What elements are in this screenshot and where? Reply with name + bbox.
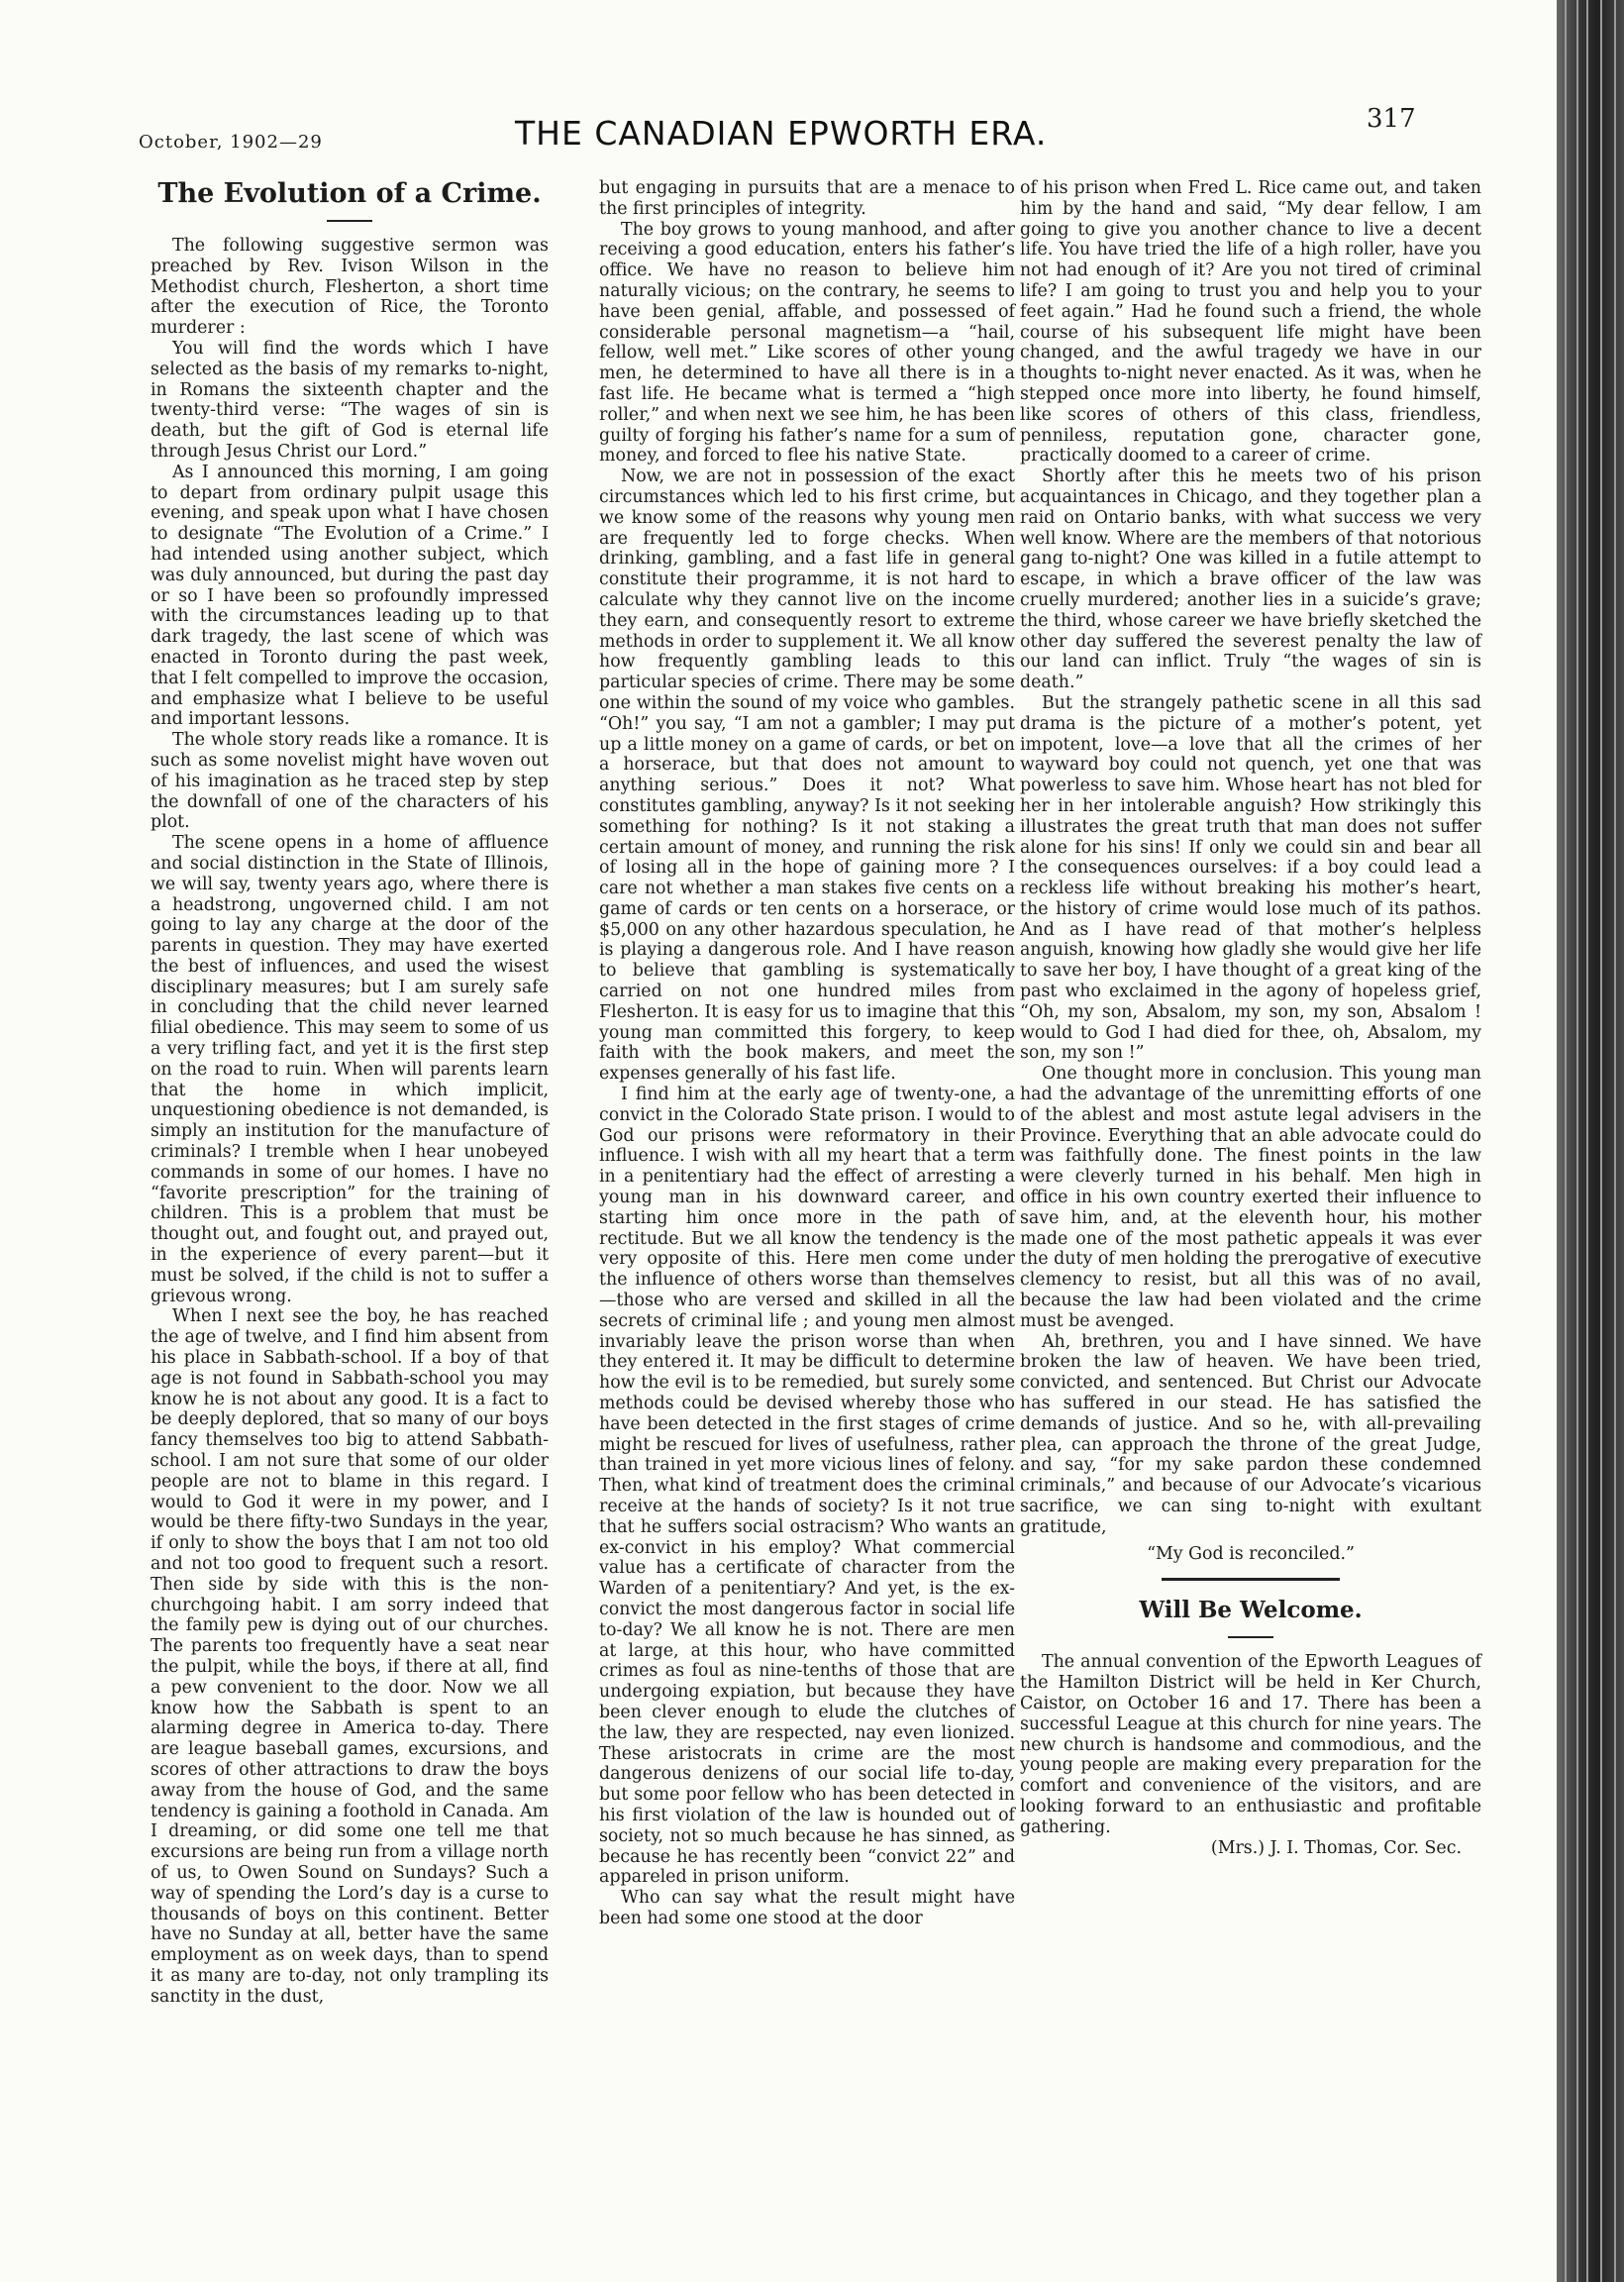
page-number: 317 [1367, 104, 1416, 134]
paragraph: As I announced this morning, I am going to depart from ordinary pulpit usage this evening, and speak upon what I have chosen to designate “The Evolution of a Crime.” I had intended using another subject, which was duly announced, but during the past day or so I have been so profoundly impressed with the circumstances leading up to that dark tragedy, the last scene of which was enacted in Toronto during the past week, that I felt compelled to improve the occasion, and emphasize what I believe to be useful and important lessons. [151, 462, 549, 730]
paragraph: Ah, brethren, you and I have sinned. We have broken the law of heaven. We have been tried, convicted, and sentenced. But Christ our Advocate has suffered in our stead. He has satisfied the demands of justice. And so he, with all-prevailing plea, can approach the throne of the great Judge, and say, “for my sake pardon these condemned criminals,” and because of our Advocate’s vicarious sacrifice, we can sing to-night with exultant gratitude, [1020, 1331, 1481, 1537]
paragraph: Now, we are not in possession of the exact circumstances which led to his first crime, but we know some of the reasons why young men are frequently led to forge checks. When drinking, gambling, and a fast life in general constitute their programme, it is not hard to calculate why they cannot live on the income they earn, and consequently resort to extreme methods in order to supplement it. We all know how frequently gambling leads to this particular species of crime. There may be some one within the sound of my voice who gambles. “Oh!” you say, “I am not a gambler; I may put up a little money on a game of cards, or bet on a horserace, but that does not amount to anything serious.” Does it not? What constitutes gambling, anyway? Is it not seeking something for nothing? Is it not staking a certain amount of money, and running the risk of losing all in the hope of gaining more ? I care not whether a man stakes five cents on a game of cards or ten cents on a horserace, or $5,000 on any other hazardous speculation, he is playing a dangerous role. And I have reason to believe that gambling is systematically carried on not one hundred miles from Flesherton. It is easy for us to imagine that this young man committed this forgery, to keep faith with the book makers, and meet the expenses generally of his fast life. [599, 467, 1015, 1085]
paragraph: The whole story reads like a romance. It is such as some novelist might have woven out of his imagination as he traced step by step the downfall of one of the characters of his plot. [151, 730, 549, 833]
paragraph: The boy grows to young manhood, and after receiving a good education, enters his father’s office. We have no reason to believe him naturally vicious; on the contrary, he seems to have been genial, affable, and possessed of considerable personal magnetism—a “hail, fellow, well met.” Like scores of other young men, he determined to have all there is in a fast life. He became what is termed a “high roller,” and when next we see him, he has been guilty of forging his father’s name for a sum of money, and forced to flee his native State. [599, 219, 1015, 467]
column-1 [151, 178, 549, 2008]
paragraph: The scene opens in a home of affluence and social distinction in the State of Illinois, we will say, twenty years ago, where there is a headstrong, ungoverned child. I am not going to lay any charge at the door of the parents in question. They may have exerted the best of influences, and used the wisest disciplinary measures; but I am surely safe in concluding that the child never learned filial obedience. This may seem to some of us a very trifling fact, and yet it is the first step on the road to ruin. When will parents learn that the home in which implicit, unquestioning obedience is not demanded, is simply an institution for the manufacture of criminals? I tremble when I hear unobeyed commands in some of our homes. I have no “favorite prescription” for the training of children. This is a problem that must be thought out, and fought out, and prayed out, in the experience of every parent—but it must be solved, if the child is not to suffer a grievous wrong. [151, 833, 549, 1306]
article-title: Will Be Welcome. [1139, 1597, 1363, 1624]
column-2 [599, 178, 1015, 1929]
issue-date: October, 1902—29 [139, 132, 323, 153]
paragraph: but engaging in pursuits that are a menace to the first principles of integrity. [599, 178, 1015, 219]
paragraph: You will find the words which I have selected as the basis of my remarks to-night, in Romans the sixteenth chapter and the twenty-third verse: “The wages of sin is death, but the gift of God is eternal life through Jesus Christ our Lord.” [151, 338, 549, 462]
paragraph: One thought more in conclusion. This young man had the advantage of the unremitting efforts of one of the ablest and most astute legal advisers in the Province. Everything that an able advocate could do was faithfully done. The finest points in the law were cleverly turned in his behalf. Men high in office in his own country exerted their influence to save him, and, at the eleventh hour, his mother made one of the most pathetic appeals it was ever the duty of men holding the prerogative of executive clemency to resist, but all this was of no avail, because the law had been violated and the crime must be avenged. [1020, 1064, 1481, 1331]
column-3 [1020, 178, 1481, 1858]
closing-line: “My God is reconciled.” [1147, 1543, 1355, 1564]
article-intro: The following suggestive sermon was preached by Rev. Ivison Wilson in the Methodist church, Flesherton, a short time after the execution of Rice, the Toronto murderer : [151, 236, 549, 339]
title-divider [1228, 1636, 1273, 1638]
paragraph: The annual convention of the Epworth Leagues of the Hamilton District will be held in Ker Church, Caistor, on October 16 and 17. There has been a successful League at this church for nine years. The new church is handsome and commodious, and the young people are making every preparation for the comfort and convenience of the visitors, and are looking forward to an enthusiastic and profitable gathering. [1020, 1652, 1481, 1837]
paragraph: of his prison when Fred L. Rice came out, and taken him by the hand and said, “My dear fellow, I am going to give you another chance to live a decent life. You have tried the life of a high roller, have you not had enough of it? Are you not tired of criminal life? I am going to trust you and help you to your feet again.” Had he found such a friend, the whole course of his subsequent life might have been changed, and the awful tragedy we have in our thoughts to-night never enacted. As it was, when he stepped once more into liberty, he found himself, like scores of others of this class, friendless, penniless, reputation gone, character gone, practically doomed to a career of crime. [1020, 178, 1481, 467]
paragraph: Who can say what the result might have been had some one stood at the door [599, 1888, 1015, 1928]
publication-title: THE CANADIAN EPWORTH ERA. [515, 114, 1048, 153]
book-spine [1557, 0, 1624, 2282]
title-divider [327, 220, 372, 222]
signature: (Mrs.) J. I. Thomas, Cor. Sec. [1210, 1837, 1462, 1858]
section-divider [1162, 1578, 1340, 1581]
article-title: The Evolution of a Crime. [157, 178, 542, 209]
page-header [139, 104, 1426, 163]
paragraph: Shortly after this he meets two of his prison acquaintances in Chicago, and they together plan a raid on Ontario banks, with what success we very well know. Where are the members of that notorious gang to-night? One was killed in a futile attempt to escape, in which a brave officer of the law was cruelly murdered; another lies in a suicide’s grave; the third, whose career we have briefly sketched the other day suffered the severest penalty the law of our land can inflict. Truly “the wages of sin is death.” [1020, 467, 1481, 693]
paragraph: When I next see the boy, he has reached the age of twelve, and I find him absent from his place in Sabbath-school. If a boy of that age is not found in Sabbath-school you may know he is not about any good. It is a fact to be deeply deplored, that so many of our boys fancy themselves too big to attend Sabbath-school. I am not sure that some of our older people are not to blame in this regard. I would to God it were in my power, and I would be there fifty-two Sundays in the year, if only to show the boys that I am not too old and not too good to frequent such a resort. Then side by side with this is the non-churchgoing habit. I am sorry indeed that the family pew is dying out of our churches. The parents too frequently have a seat near the pulpit, while the boys, if there at all, find a pew convenient to the door. Now we all know how the Sabbath is spent to an alarming degree in America to-day. There are league baseball games, excursions, and scores of other attractions to draw the boys away from the house of God, and the same tendency is gaining a foothold in Canada. Am I dreaming, or did some one tell me that excursions are being run from a village north of us, to Owen Sound on Sundays? Such a way of spending the Lord’s day is a curse to thousands of boys on this continent. Better have no Sunday at all, better have the same employment as on week days, than to spend it as many are to-day, not only trampling its sanctity in the dust, [151, 1306, 549, 2007]
paragraph: I find him at the early age of twenty-one, a convict in the Colorado State prison. I would to God our prisons were reformatory in their influence. I wish with all my heart that a term in a penitentiary had the effect of arresting a young man in his downward career, and starting him once more in the path of rectitude. But we all know the tendency is the very opposite of this. Here men come under the influence of others worse than themselves—those who are versed and skilled in all the secrets of criminal life ; and young men almost invariably leave the prison worse than when they entered it. It may be difficult to determine how the evil is to be remedied, but surely some methods could be devised whereby those who have been detected in the first stages of crime might be rescued for lives of usefulness, rather than trained in yet more vicious lines of felony. Then, what kind of treatment does the criminal receive at the hands of society? Is it not true that he suffers social ostracism? Who wants an ex-convict in his employ? What commercial value has a certificate of character from the Warden of a penitentiary? And yet, is the ex-convict the most dangerous factor in social life to-day? We all know he is not. There are men at large, at this hour, who have committed crimes as foul as nine-tenths of those that are undergoing expiation, but because they have been clever enough to elude the clutches of the law, they are respected, nay even lionized. These aristocrats in crime are the most dangerous denizens of our social life to-day, but some poor fellow who has been detected in his first violation of the law is hounded out of society, not so much because he has sinned, as because he has recently been “convict 22” and appareled in prison uniform. [599, 1085, 1015, 1888]
paragraph: But the strangely pathetic scene in all this sad drama is the picture of a mother’s potent, yet impotent, love—a love that all the crimes of her wayward boy could not quench, yet one that was powerless to save him. Whose heart has not bled for her in her intolerable anguish? How strikingly this illustrates the great truth that man does not suffer alone for his sins! If only we could sin and bear all the consequences ourselves: if a boy could lead a reckless life without breaking his mother’s heart, the history of crime would lose much of its pathos. And as I have read of that mother’s helpless anguish, knowing how gladly she would give her life to save her boy, I have thought of a great king of the past who exclaimed in the agony of hopeless grief, “Oh, my son, Absalom, my son, my son, Absalom ! would to God I had died for thee, oh, Absalom, my son, my son !” [1020, 692, 1481, 1064]
